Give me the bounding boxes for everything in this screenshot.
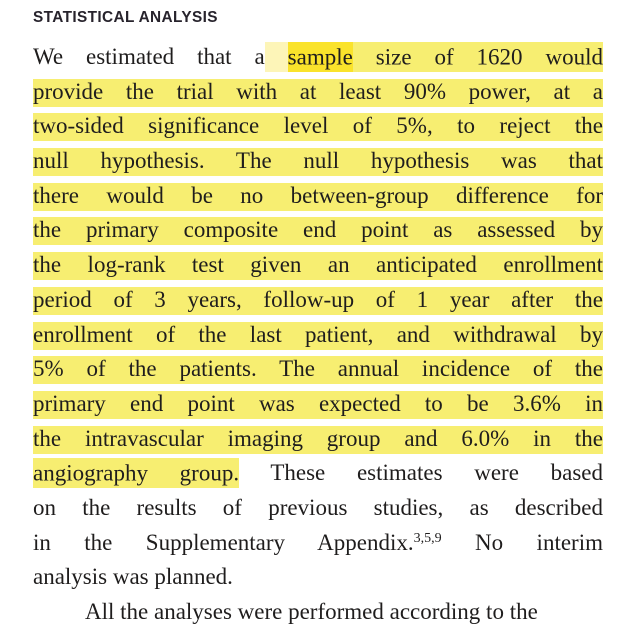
- search-match-highlight: sample: [288, 42, 353, 72]
- body-text: enrollment of the last patient, and withdrawal by: [33, 321, 603, 347]
- body-text: period of 3 years, follow-up of 1 year after the: [33, 286, 603, 312]
- body-text: No interim: [441, 529, 603, 555]
- body-text: provide the trial with at least 90% power, at a: [33, 78, 603, 104]
- body-text: two-sided significance level of 5%, to reject the: [33, 113, 603, 139]
- text-line: [33, 248, 603, 283]
- text-line: [33, 387, 603, 422]
- body-text: the primary composite end point as assessed by: [33, 217, 603, 243]
- text-line: [33, 40, 603, 75]
- body-text: 5% of the patients. The annual incidence of the: [33, 356, 603, 382]
- text-column: [33, 40, 603, 630]
- section-heading: STATISTICAL ANALYSIS: [33, 9, 218, 26]
- text-line: [33, 526, 603, 561]
- body-text: there would be no between-group difference for: [33, 182, 603, 208]
- body-text: We estimated that a: [33, 44, 265, 69]
- text-line: [33, 352, 603, 387]
- text-line: [33, 318, 603, 353]
- text-line: [33, 422, 603, 457]
- highlighted-text: angiography group.: [33, 458, 239, 488]
- body-text: primary end point was expected to be 3.6% in: [33, 390, 603, 416]
- text-line: [33, 491, 603, 526]
- body-text: analysis was planned.: [33, 564, 233, 590]
- text-line: [33, 75, 603, 110]
- body-text: null hypothesis. The null hypothesis was that: [33, 148, 603, 174]
- body-text: the intravascular imaging group and 6.0% in the: [33, 425, 603, 451]
- body-text: on the results of previous studies, as described: [33, 494, 603, 520]
- body-text: in the Supplementary Appendix.: [33, 529, 414, 555]
- text-line: [33, 179, 603, 214]
- highlighted-text: [265, 42, 288, 72]
- body-text: These estimates were based: [239, 460, 603, 486]
- text-line: [33, 213, 603, 248]
- text-line: [33, 595, 603, 630]
- text-line: [33, 456, 603, 491]
- reference-superscript: 3,5,9: [413, 530, 442, 546]
- text-line: [33, 109, 603, 144]
- text-line: [33, 283, 603, 318]
- highlighted-text: size of 1620 would: [353, 42, 603, 72]
- body-text: All the analyses were performed according to the: [85, 599, 538, 624]
- text-line: [33, 560, 603, 595]
- text-line: [33, 144, 603, 179]
- body-text: the log-rank test given an anticipated enrollment: [33, 252, 603, 278]
